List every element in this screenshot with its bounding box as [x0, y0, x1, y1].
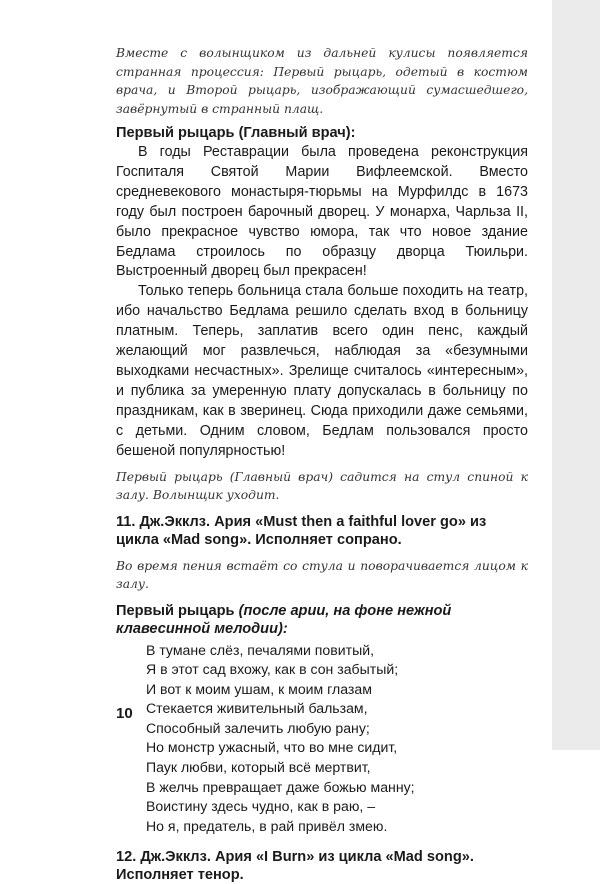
poem-line: Воистину здесь чудно, как в раю, – [146, 798, 376, 815]
poem-line: Но я, предатель, в рай привёл змею. [146, 817, 388, 834]
speaker-heading: Первый рыцарь (Главный врач): [116, 125, 356, 141]
stage-direction: Во время пения встаёт со стула и поворачивается лицом к залу. [116, 558, 528, 591]
speaker-heading [116, 602, 528, 638]
poem-line: Я в этот сад вхожу, как в сон забытый; [146, 661, 399, 678]
page-edge-shadow [552, 0, 600, 750]
stage-direction: Первый рыцарь (Главный врач) садится на стул спиной к залу. Волынщик уходит. [116, 469, 528, 502]
page-content [116, 44, 528, 884]
poem-line: И вот к моим ушам, к моим глазам [146, 680, 372, 697]
poem-line: В желчь превращает даже божью манну; [146, 778, 415, 795]
poem [116, 641, 528, 837]
section-heading: 11. Дж.Экклз. Ария «Must then a faithful lover go» из цикла «Mad song». Исполняет сопрано. [116, 513, 487, 548]
speaker-note: (после арии, на фоне нежной клавесинной мелодии): [116, 602, 452, 637]
stage-direction: Вместе с волынщиком из дальней кулисы появляется странная процессия: Первый рыцарь, одетый в костюм врача, и Второй рыцарь, изображающий сумасшедшего, завёрнутый в странный плащ. [116, 46, 528, 116]
poem-line: В тумане слёз, печалями повитый, [146, 641, 375, 658]
section-heading: 12. Дж.Экклз. Ария «I Burn» из цикла «Mad song». Исполняет тенор. [116, 849, 474, 884]
poem-line: Стекается живительный бальзам, [146, 700, 368, 717]
paragraph: Только теперь больница стала больше походить на театр, ибо начальство Бедлама решило сделать вход в больницу платным. Теперь, заплатив всего один пенс, каждый желающий мог развлечься, наблюдая за «безумными выходками несчастных». Зрелище считалось «интересным», и публика за умеренную плату допускалась в больницу по праздникам, как в зверинец. Сюда приходили даже семьями, с детьми. Одним словом, Бедлам пользовался просто бешеной популярностью! [116, 283, 528, 459]
speaker-name: Первый рыцарь [116, 602, 235, 619]
poem-line: Но монстр ужасный, что во мне сидит, [146, 739, 398, 756]
paragraph: В годы Реставрации была проведена реконструкция Госпиталя Святой Марии Вифлеемской. Вместо средневекового монастыря-тюрьмы на Мурфилдс в 1673 году был построен барочный дворец. У монарха, Чарльза II, было прекрасное чувство юмора, так что новое здание Бедлама строилось по образцу дворца Тюильри. Выстроенный дворец был прекрасен! [116, 144, 528, 280]
poem-line: Паук любви, который всё мертвит, [146, 759, 371, 776]
page-number: 10 [116, 705, 133, 722]
poem-line: Способный залечить любую рану; [146, 719, 370, 736]
